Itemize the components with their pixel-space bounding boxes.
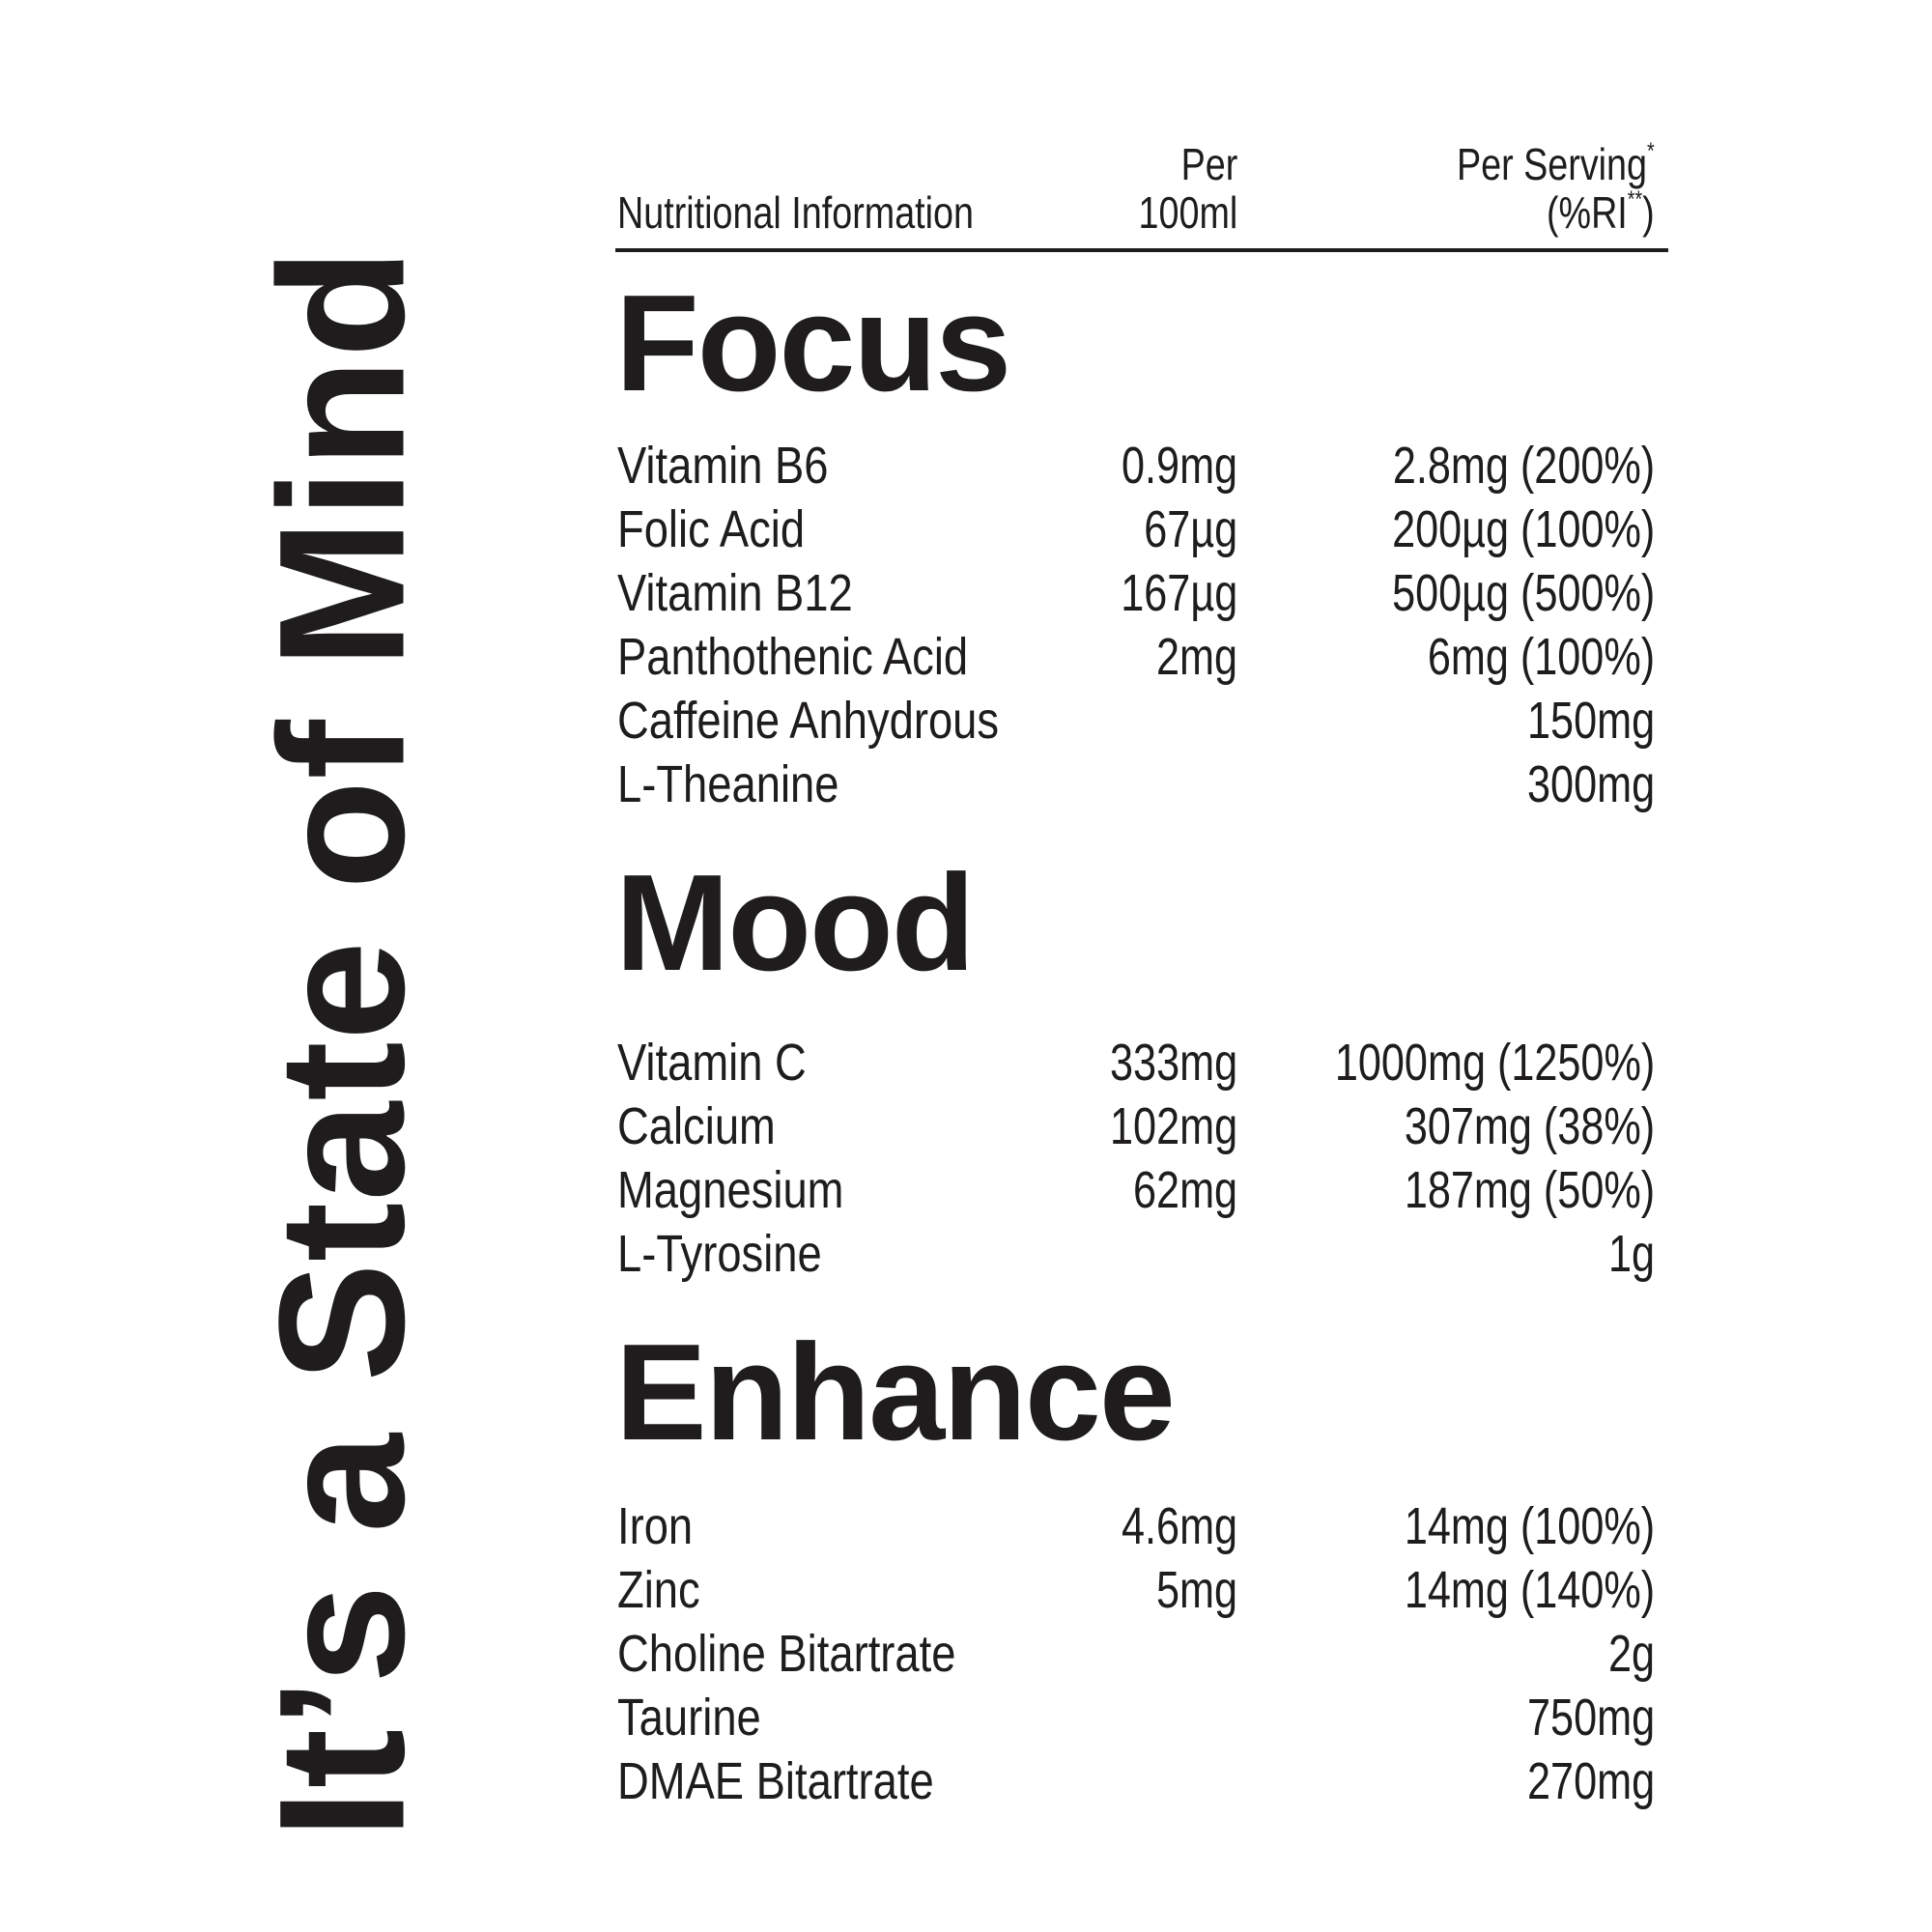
per-serving-value: 500µg (500%) [1391, 564, 1655, 622]
section-title-focus: Focus [615, 267, 1010, 420]
table-header [615, 135, 1668, 252]
section-rows-focus [615, 434, 1668, 816]
per-100ml-value: 167µg [1121, 564, 1237, 622]
footnote-mark: * [1647, 138, 1655, 164]
section-title-enhance: Enhance [615, 1316, 1174, 1469]
header-per-serving [1457, 140, 1655, 237]
per-serving-value: 1g [1607, 1225, 1655, 1283]
per-serving-value: 150mg [1526, 692, 1655, 750]
header-per-serving-line1 [1457, 140, 1655, 188]
table-row [615, 1158, 1668, 1222]
nutrient-name: Taurine [617, 1689, 761, 1747]
per-100ml-value: 62mg [1132, 1161, 1237, 1219]
section-title-mood: Mood [615, 846, 974, 1000]
table-row [615, 1494, 1668, 1558]
footnote-mark-double: ** [1628, 186, 1643, 213]
nutrient-name: Zinc [617, 1561, 700, 1619]
nutrient-name: L-Theanine [617, 755, 839, 813]
side-title: It’s a State of Mind [242, 247, 442, 1839]
per-serving-value: 270mg [1526, 1752, 1655, 1810]
header-per-serving-line2 [1457, 188, 1655, 237]
section-rows-enhance [615, 1494, 1668, 1813]
table-row [615, 1558, 1668, 1622]
header-label: Nutritional Information [617, 187, 974, 238]
table-row [615, 1094, 1668, 1158]
nutrient-name: DMAE Bitartrate [617, 1752, 934, 1810]
table-row [615, 1686, 1668, 1749]
nutrient-name: Caffeine Anhydrous [617, 692, 1000, 750]
per-serving-value: 2.8mg (200%) [1392, 437, 1655, 495]
nutrient-name: Calcium [617, 1097, 776, 1155]
per-serving-value: 750mg [1526, 1689, 1655, 1747]
per-serving-value: 6mg (100%) [1427, 628, 1655, 686]
nutrition-panel [615, 135, 1668, 1813]
per-serving-value: 2g [1607, 1625, 1655, 1683]
nutrient-name: Folic Acid [617, 500, 806, 558]
table-row [615, 1749, 1668, 1813]
table-row [615, 561, 1668, 625]
per-100ml-value: 102mg [1109, 1097, 1237, 1155]
table-row [615, 689, 1668, 753]
nutrient-name: Vitamin C [617, 1034, 807, 1092]
per-100ml-value: 67µg [1144, 500, 1237, 558]
table-row [615, 497, 1668, 561]
per-serving-value: 14mg (140%) [1404, 1561, 1655, 1619]
per-serving-value: 300mg [1526, 755, 1655, 813]
table-row [615, 1622, 1668, 1686]
table-row [615, 1222, 1668, 1286]
table-row [615, 1031, 1668, 1094]
nutrient-name: Choline Bitartrate [617, 1625, 956, 1683]
per-100ml-value: 5mg [1155, 1561, 1237, 1619]
header-ri-open: (%RI [1547, 187, 1629, 238]
per-100ml-value: 4.6mg [1121, 1497, 1237, 1555]
per-serving-value: 14mg (100%) [1404, 1497, 1655, 1555]
per-serving-value: 187mg (50%) [1404, 1161, 1655, 1219]
nutrient-name: Vitamin B12 [617, 564, 853, 622]
per-100ml-value: 333mg [1109, 1034, 1237, 1092]
nutrient-name: Iron [617, 1497, 694, 1555]
header-ri-close: ) [1642, 187, 1655, 238]
per-serving-value: 1000mg (1250%) [1334, 1034, 1655, 1092]
nutrient-name: Panthothenic Acid [617, 628, 969, 686]
table-row [615, 434, 1668, 497]
table-row [615, 753, 1668, 816]
section-rows-mood [615, 1031, 1668, 1286]
header-per-100ml [1138, 140, 1237, 237]
per-serving-value: 307mg (38%) [1404, 1097, 1655, 1155]
nutrient-name: L-Tyrosine [617, 1225, 822, 1283]
nutrient-name: Vitamin B6 [617, 437, 829, 495]
per-serving-value: 200µg (100%) [1391, 500, 1655, 558]
header-per-100ml-line2: 100ml [1138, 187, 1237, 238]
per-100ml-value: 0.9mg [1121, 437, 1237, 495]
nutrient-name: Magnesium [617, 1161, 844, 1219]
header-per-100ml-line1: Per [1180, 139, 1237, 189]
table-row [615, 625, 1668, 689]
per-100ml-value: 2mg [1155, 628, 1237, 686]
header-per-serving-text: Per Serving [1457, 139, 1648, 189]
